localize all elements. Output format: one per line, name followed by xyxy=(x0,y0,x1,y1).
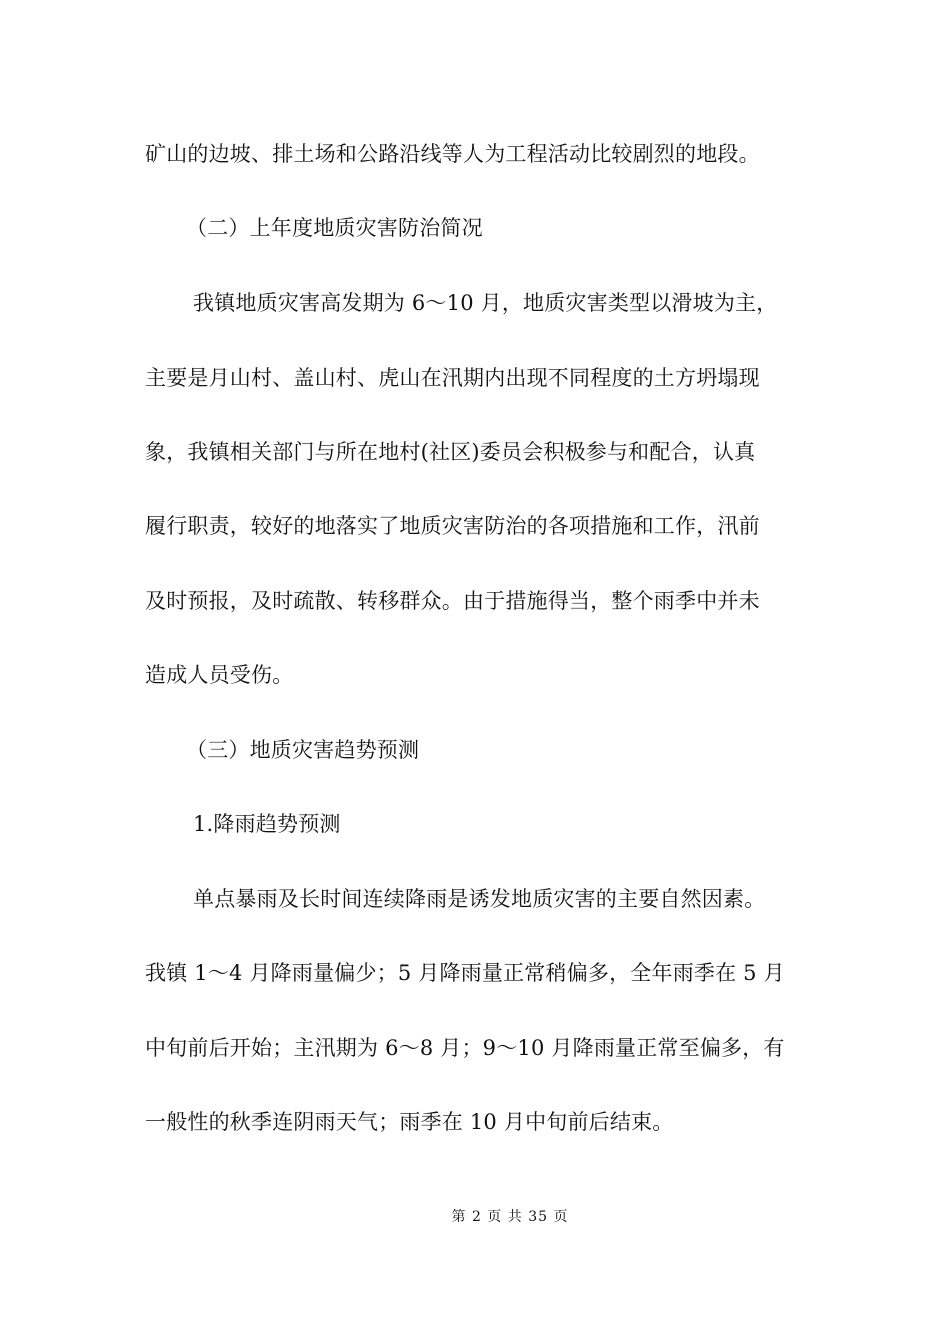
section-heading: （三）地质灾害趋势预测 xyxy=(186,738,420,762)
page-number-footer: 第 2 页 共 35 页 xyxy=(451,1209,569,1225)
paragraph-line: 履行职责，较好的地落实了地质灾害防治的各项措施和工作，汛前 xyxy=(145,514,760,538)
paragraph-line: 象，我镇相关部门与所在地村(社区)委员会积极参与和配合，认真 xyxy=(145,440,756,464)
subsection-heading: 1.降雨趋势预测 xyxy=(193,812,341,836)
paragraph-line: 及时预报，及时疏散、转移群众。由于措施得当，整个雨季中并未 xyxy=(145,589,760,613)
paragraph-line: 主要是月山村、盖山村、虎山在汛期内出现不同程度的土方坍塌现 xyxy=(145,366,760,390)
paragraph-line: 一般性的秋季连阴雨天气；雨季在 10 月中旬前后结束。 xyxy=(145,1110,674,1134)
paragraph-line: 单点暴雨及长时间连续降雨是诱发地质灾害的主要自然因素。 xyxy=(193,887,766,911)
paragraph-line: 我镇地质灾害高发期为 6～10 月，地质灾害类型以滑坡为主， xyxy=(193,291,778,315)
paragraph-line: 中旬前后开始；主汛期为 6～8 月；9～10 月降雨量正常至偏多，有 xyxy=(145,1036,785,1060)
paragraph-line: 矿山的边坡、排土场和公路沿线等人为工程活动比较剧烈的地段。 xyxy=(145,142,760,166)
paragraph-line: 我镇 1～4 月降雨量偏少；5 月降雨量正常稍偏多，全年雨季在 5 月 xyxy=(145,961,785,985)
paragraph-line: 造成人员受伤。 xyxy=(145,663,294,687)
section-heading: （二）上年度地质灾害防治简况 xyxy=(186,216,483,240)
